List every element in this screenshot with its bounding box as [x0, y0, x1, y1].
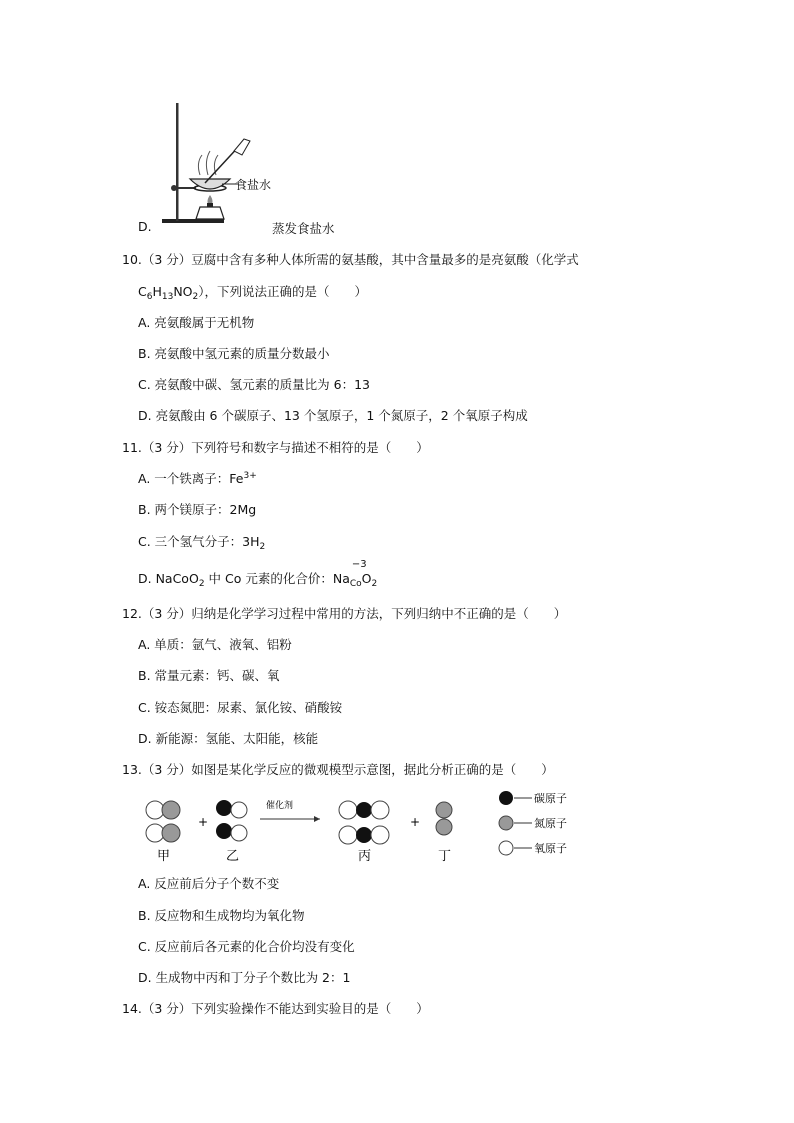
- plus-sign-2: +: [410, 815, 421, 829]
- formula-h-sub: 13: [161, 292, 174, 302]
- hand-shape: [234, 139, 250, 155]
- formula-c-sub: 6: [146, 292, 153, 302]
- q13-option-a: A. 反应前后分子个数不变: [138, 876, 280, 891]
- q12-option-c: C. 铵态氮肥：尿素、氯化铵、硝酸铵: [138, 700, 343, 715]
- valence-notation: [349, 559, 367, 589]
- q11-d-mid: 中 Co 元素的化合价：Na: [204, 571, 350, 586]
- clamp-knob: [171, 185, 177, 191]
- q12-stem: 12.（3 分）归纳是化学学习过程中常用的方法，下列归纳中不正确的是（ ）: [122, 606, 567, 621]
- carbon-atom: [216, 800, 232, 816]
- arrow-head: [314, 816, 320, 822]
- ding-molecule: [436, 802, 452, 835]
- q11-a-charge: 3+: [243, 471, 257, 481]
- legend-oxygen-label: 氧原子: [534, 842, 567, 855]
- carbon-atom: [356, 827, 372, 843]
- q12-option-d: D. 新能源：氢能、太阳能，核能: [138, 731, 319, 746]
- label-yi: 乙: [226, 849, 240, 864]
- jia-molecules: [146, 801, 180, 842]
- formula-o-sub: 2: [192, 292, 199, 302]
- legend-nitrogen-icon: [499, 816, 513, 830]
- yi-molecules: [216, 800, 247, 841]
- diagram-legend: [499, 791, 567, 855]
- q9-option-d-text: 蒸发食盐水: [272, 221, 335, 236]
- nitrogen-atom: [436, 819, 452, 835]
- figure-label-salt-water: 食盐水: [235, 178, 272, 192]
- q11-option-b: B. 两个镁原子：2Mg: [138, 502, 257, 517]
- oxygen-atom: [339, 826, 357, 844]
- q9-option-d-prefix: D.: [138, 219, 152, 234]
- oxygen-atom: [146, 801, 164, 819]
- lamp-wick-holder: [207, 203, 213, 207]
- carbon-atom: [216, 823, 232, 839]
- carbon-atom: [356, 802, 372, 818]
- q11-a-text: A. 一个铁离子：Fe: [138, 471, 244, 486]
- bing-molecules: [339, 801, 389, 844]
- legend-carbon-label: 碳原子: [534, 792, 567, 805]
- q14-stem: 14.（3 分）下列实验操作不能达到实验目的是（ ）: [122, 1001, 429, 1016]
- oxygen-atom: [231, 802, 247, 818]
- oxygen-atom: [371, 801, 389, 819]
- alcohol-lamp: [196, 207, 224, 219]
- oxygen-atom: [371, 826, 389, 844]
- oxygen-atom: [146, 824, 164, 842]
- q10-stem-line1: 10.（3 分）豆腐中含有多种人体所需的氨基酸，其中含量最多的是亮氨酸（化学式: [122, 252, 579, 267]
- stand-rod: [176, 103, 179, 221]
- oxygen-atom: [231, 825, 247, 841]
- q11-d-prefix: D. NaCoO: [138, 571, 199, 586]
- label-bing: 丙: [358, 849, 372, 864]
- q10-stem-rest: ），下列说法正确的是（ ）: [198, 284, 368, 299]
- q11-c-sub: 2: [259, 542, 266, 552]
- nitrogen-atom: [436, 802, 452, 818]
- q13-option-d: D. 生成物中丙和丁分子个数比为 2：1: [138, 970, 351, 985]
- q10-option-a: A. 亮氨酸属于无机物: [138, 315, 255, 330]
- valence-value: −3: [351, 559, 367, 570]
- molecular-model-diagram: [140, 786, 600, 866]
- nitrogen-atom: [162, 824, 180, 842]
- q11-d-sub1: 2: [198, 579, 205, 589]
- q11-d-o: O: [361, 571, 372, 586]
- formula-c: C: [138, 284, 147, 299]
- q10-option-d: D. 亮氨酸由 6 个碳原子、13 个氢原子，1 个氮原子，2 个氧原子构成: [138, 408, 528, 423]
- q10-stem-line2: [138, 282, 367, 302]
- plus-sign-1: +: [198, 815, 209, 829]
- q10-option-c: C. 亮氨酸中碳、氢元素的质量比为 6：13: [138, 377, 371, 392]
- q11-option-a: [138, 469, 257, 487]
- q11-option-c: [138, 532, 265, 552]
- formula-h: H: [152, 284, 162, 299]
- evaporation-apparatus-figure: [150, 95, 280, 230]
- q12-option-b: B. 常量元素：钙、碳、氧: [138, 668, 280, 683]
- q11-c-text: C. 三个氢气分子：3H: [138, 534, 260, 549]
- catalyst-label: 催化剂: [266, 801, 294, 811]
- q12-option-a: A. 单质：氩气、液氧、铝粉: [138, 637, 292, 652]
- label-ding: 丁: [438, 849, 452, 864]
- nitrogen-atom: [162, 801, 180, 819]
- legend-carbon-icon: [499, 791, 513, 805]
- q11-stem: 11.（3 分）下列符号和数字与描述不相符的是（ ）: [122, 440, 429, 455]
- legend-oxygen-icon: [499, 841, 513, 855]
- legend-nitrogen-label: 氮原子: [534, 817, 567, 830]
- q13-option-c: C. 反应前后各元素的化合价均没有变化: [138, 939, 355, 954]
- q13-stem: 13.（3 分）如图是某化学反应的微观模型示意图，据此分析正确的是（ ）: [122, 762, 554, 777]
- label-jia: 甲: [157, 849, 171, 864]
- q10-option-b: B. 亮氨酸中氢元素的质量分数最小: [138, 346, 330, 361]
- q11-d-sub2: 2: [371, 579, 378, 589]
- oxygen-atom: [339, 801, 357, 819]
- formula-no: NO: [173, 284, 193, 299]
- q13-option-b: B. 反应物和生成物均为氧化物: [138, 908, 305, 923]
- stand-base: [162, 219, 224, 223]
- valence-element: Co: [349, 579, 362, 589]
- q11-option-d: [138, 559, 378, 589]
